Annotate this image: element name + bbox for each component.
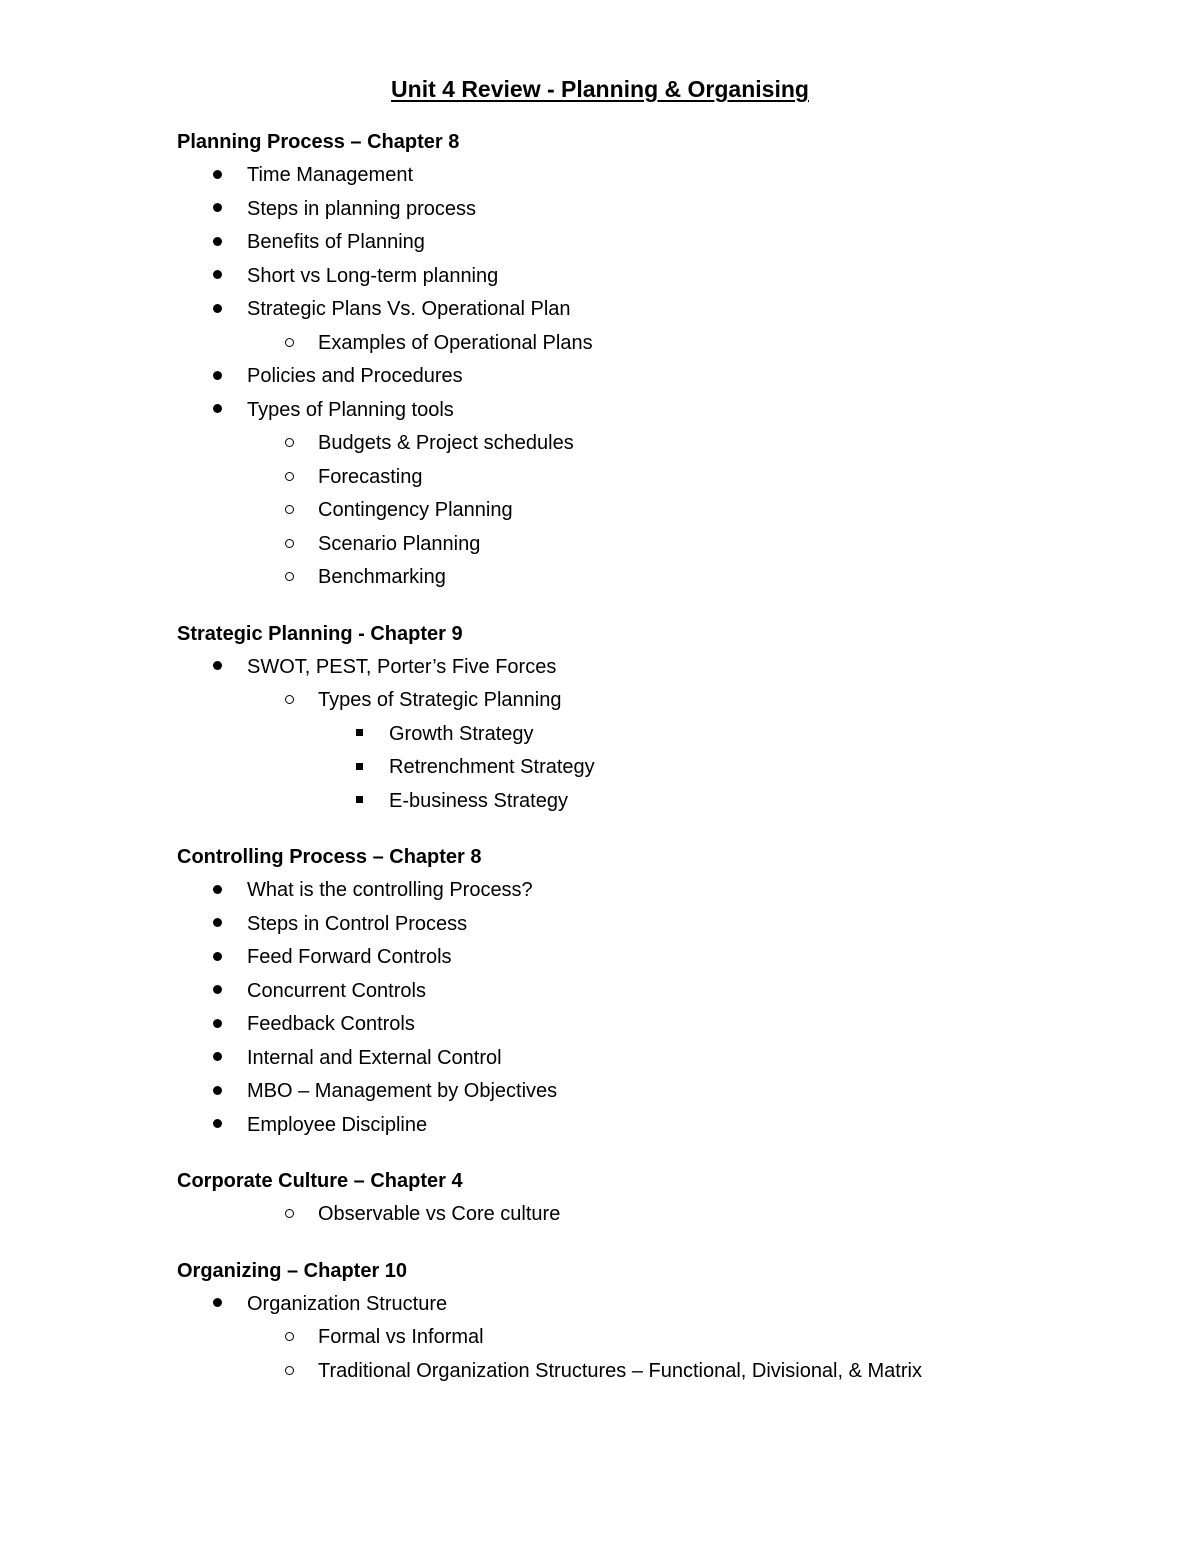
bullet-disc-icon (207, 975, 227, 1009)
bullet-disc-icon (207, 1288, 227, 1322)
bullet-circle-icon (279, 1321, 299, 1355)
bullet-circle-icon (279, 1355, 299, 1389)
list-item-text: SWOT, PEST, Porter’s Five Forces (247, 655, 557, 678)
bullet-disc-icon (207, 874, 227, 908)
list-item (177, 494, 1137, 528)
list-item-text: Formal vs Informal (318, 1326, 484, 1348)
list-item (177, 751, 1137, 785)
list-item-text: What is the controlling Process? (247, 879, 533, 901)
list-item-text: Steps in planning process (247, 197, 477, 220)
section-heading: Planning Process – Chapter 8 (177, 131, 460, 153)
bullet-disc-icon (207, 1008, 227, 1042)
list-item-text: Benefits of Planning (247, 231, 425, 253)
list-item (177, 908, 1137, 942)
outline-section (177, 841, 1137, 1142)
section-heading: Organizing – Chapter 10 (177, 1259, 408, 1282)
list-item-text: Internal and External Control (247, 1046, 502, 1069)
list-item-text: Steps in Control Process (247, 912, 468, 935)
list-item (177, 1321, 1137, 1355)
list-item-text: Forecasting (318, 465, 423, 488)
list-item-text: Types of Planning tools (247, 398, 454, 421)
bullet-disc-icon (207, 908, 227, 942)
bullet-disc-icon (207, 394, 227, 428)
list-item (177, 159, 1137, 193)
bullet-circle-icon (279, 1198, 299, 1232)
list-item (177, 1008, 1137, 1042)
bullet-disc-icon (207, 651, 227, 685)
bullet-square-icon (349, 718, 369, 752)
list-item (177, 193, 1137, 227)
list-item (177, 785, 1137, 819)
list-item (177, 874, 1137, 908)
list-item (177, 1198, 1137, 1232)
list-item (177, 1042, 1137, 1076)
outline-section (177, 1255, 1137, 1389)
bullet-circle-icon (279, 684, 299, 718)
list-item-text: Concurrent Controls (247, 979, 426, 1002)
list-item-text: Scenario Planning (318, 532, 481, 555)
bullet-disc-icon (207, 193, 227, 227)
bullet-disc-icon (207, 260, 227, 294)
list-item-text: Short vs Long-term planning (247, 264, 499, 287)
list-item (177, 1109, 1137, 1143)
bullet-square-icon (349, 785, 369, 819)
list-item-text: Growth Strategy (389, 722, 534, 745)
document-title: Unit 4 Review - Planning & Organising (391, 76, 809, 102)
list-item (177, 651, 1137, 685)
list-item-text: Time Management (247, 164, 413, 186)
list-item (177, 427, 1137, 461)
list-item-text: Retrenchment Strategy (389, 756, 595, 778)
list-item (177, 1288, 1137, 1322)
bullet-circle-icon (279, 427, 299, 461)
outline-section (177, 1165, 1137, 1232)
bullet-circle-icon (279, 461, 299, 495)
section-heading: Corporate Culture – Chapter 4 (177, 1170, 463, 1192)
list-item-text: E-business Strategy (389, 789, 568, 812)
bullet-square-icon (349, 751, 369, 785)
list-item-text: Feedback Controls (247, 1013, 415, 1035)
bullet-disc-icon (207, 1075, 227, 1109)
list-item (177, 394, 1137, 428)
bullet-disc-icon (207, 360, 227, 394)
bullet-disc-icon (207, 1109, 227, 1143)
list-item-text: MBO – Management by Objectives (247, 1080, 558, 1102)
list-item-text: Employee Discipline (247, 1113, 428, 1136)
document-body (177, 126, 1137, 1411)
list-item-text: Feed Forward Controls (247, 946, 452, 968)
list-item-text: Strategic Plans Vs. Operational Plan (247, 298, 571, 320)
bullet-circle-icon (279, 528, 299, 562)
list-item-text: Benchmarking (318, 566, 446, 588)
list-item-text: Observable vs Core culture (318, 1203, 561, 1225)
list-item (177, 561, 1137, 595)
list-item (177, 684, 1137, 718)
list-item-text: Policies and Procedures (247, 365, 463, 387)
list-item (177, 260, 1137, 294)
bullet-disc-icon (207, 159, 227, 193)
list-item (177, 1355, 1137, 1389)
bullet-disc-icon (207, 941, 227, 975)
bullet-circle-icon (279, 561, 299, 595)
list-item (177, 941, 1137, 975)
list-item (177, 327, 1137, 361)
bullet-disc-icon (207, 1042, 227, 1076)
list-item (177, 360, 1137, 394)
bullet-circle-icon (279, 327, 299, 361)
outline-section (177, 618, 1137, 819)
list-item-text: Types of Strategic Planning (318, 689, 562, 711)
section-heading: Strategic Planning - Chapter 9 (177, 622, 463, 645)
bullet-circle-icon (279, 494, 299, 528)
list-item (177, 975, 1137, 1009)
list-item (177, 1075, 1137, 1109)
list-item-text: Organization Structure (247, 1292, 448, 1315)
list-item (177, 226, 1137, 260)
outline-section (177, 126, 1137, 595)
list-item (177, 461, 1137, 495)
list-item (177, 293, 1137, 327)
bullet-disc-icon (207, 293, 227, 327)
list-item (177, 528, 1137, 562)
list-item-text: Budgets & Project schedules (318, 432, 574, 454)
list-item (177, 718, 1137, 752)
section-heading: Controlling Process – Chapter 8 (177, 846, 482, 868)
list-item-text: Traditional Organization Structures – Functional, Divisional, & Matrix (318, 1359, 922, 1382)
bullet-disc-icon (207, 226, 227, 260)
list-item-text: Examples of Operational Plans (318, 331, 593, 354)
list-item-text: Contingency Planning (318, 499, 513, 521)
